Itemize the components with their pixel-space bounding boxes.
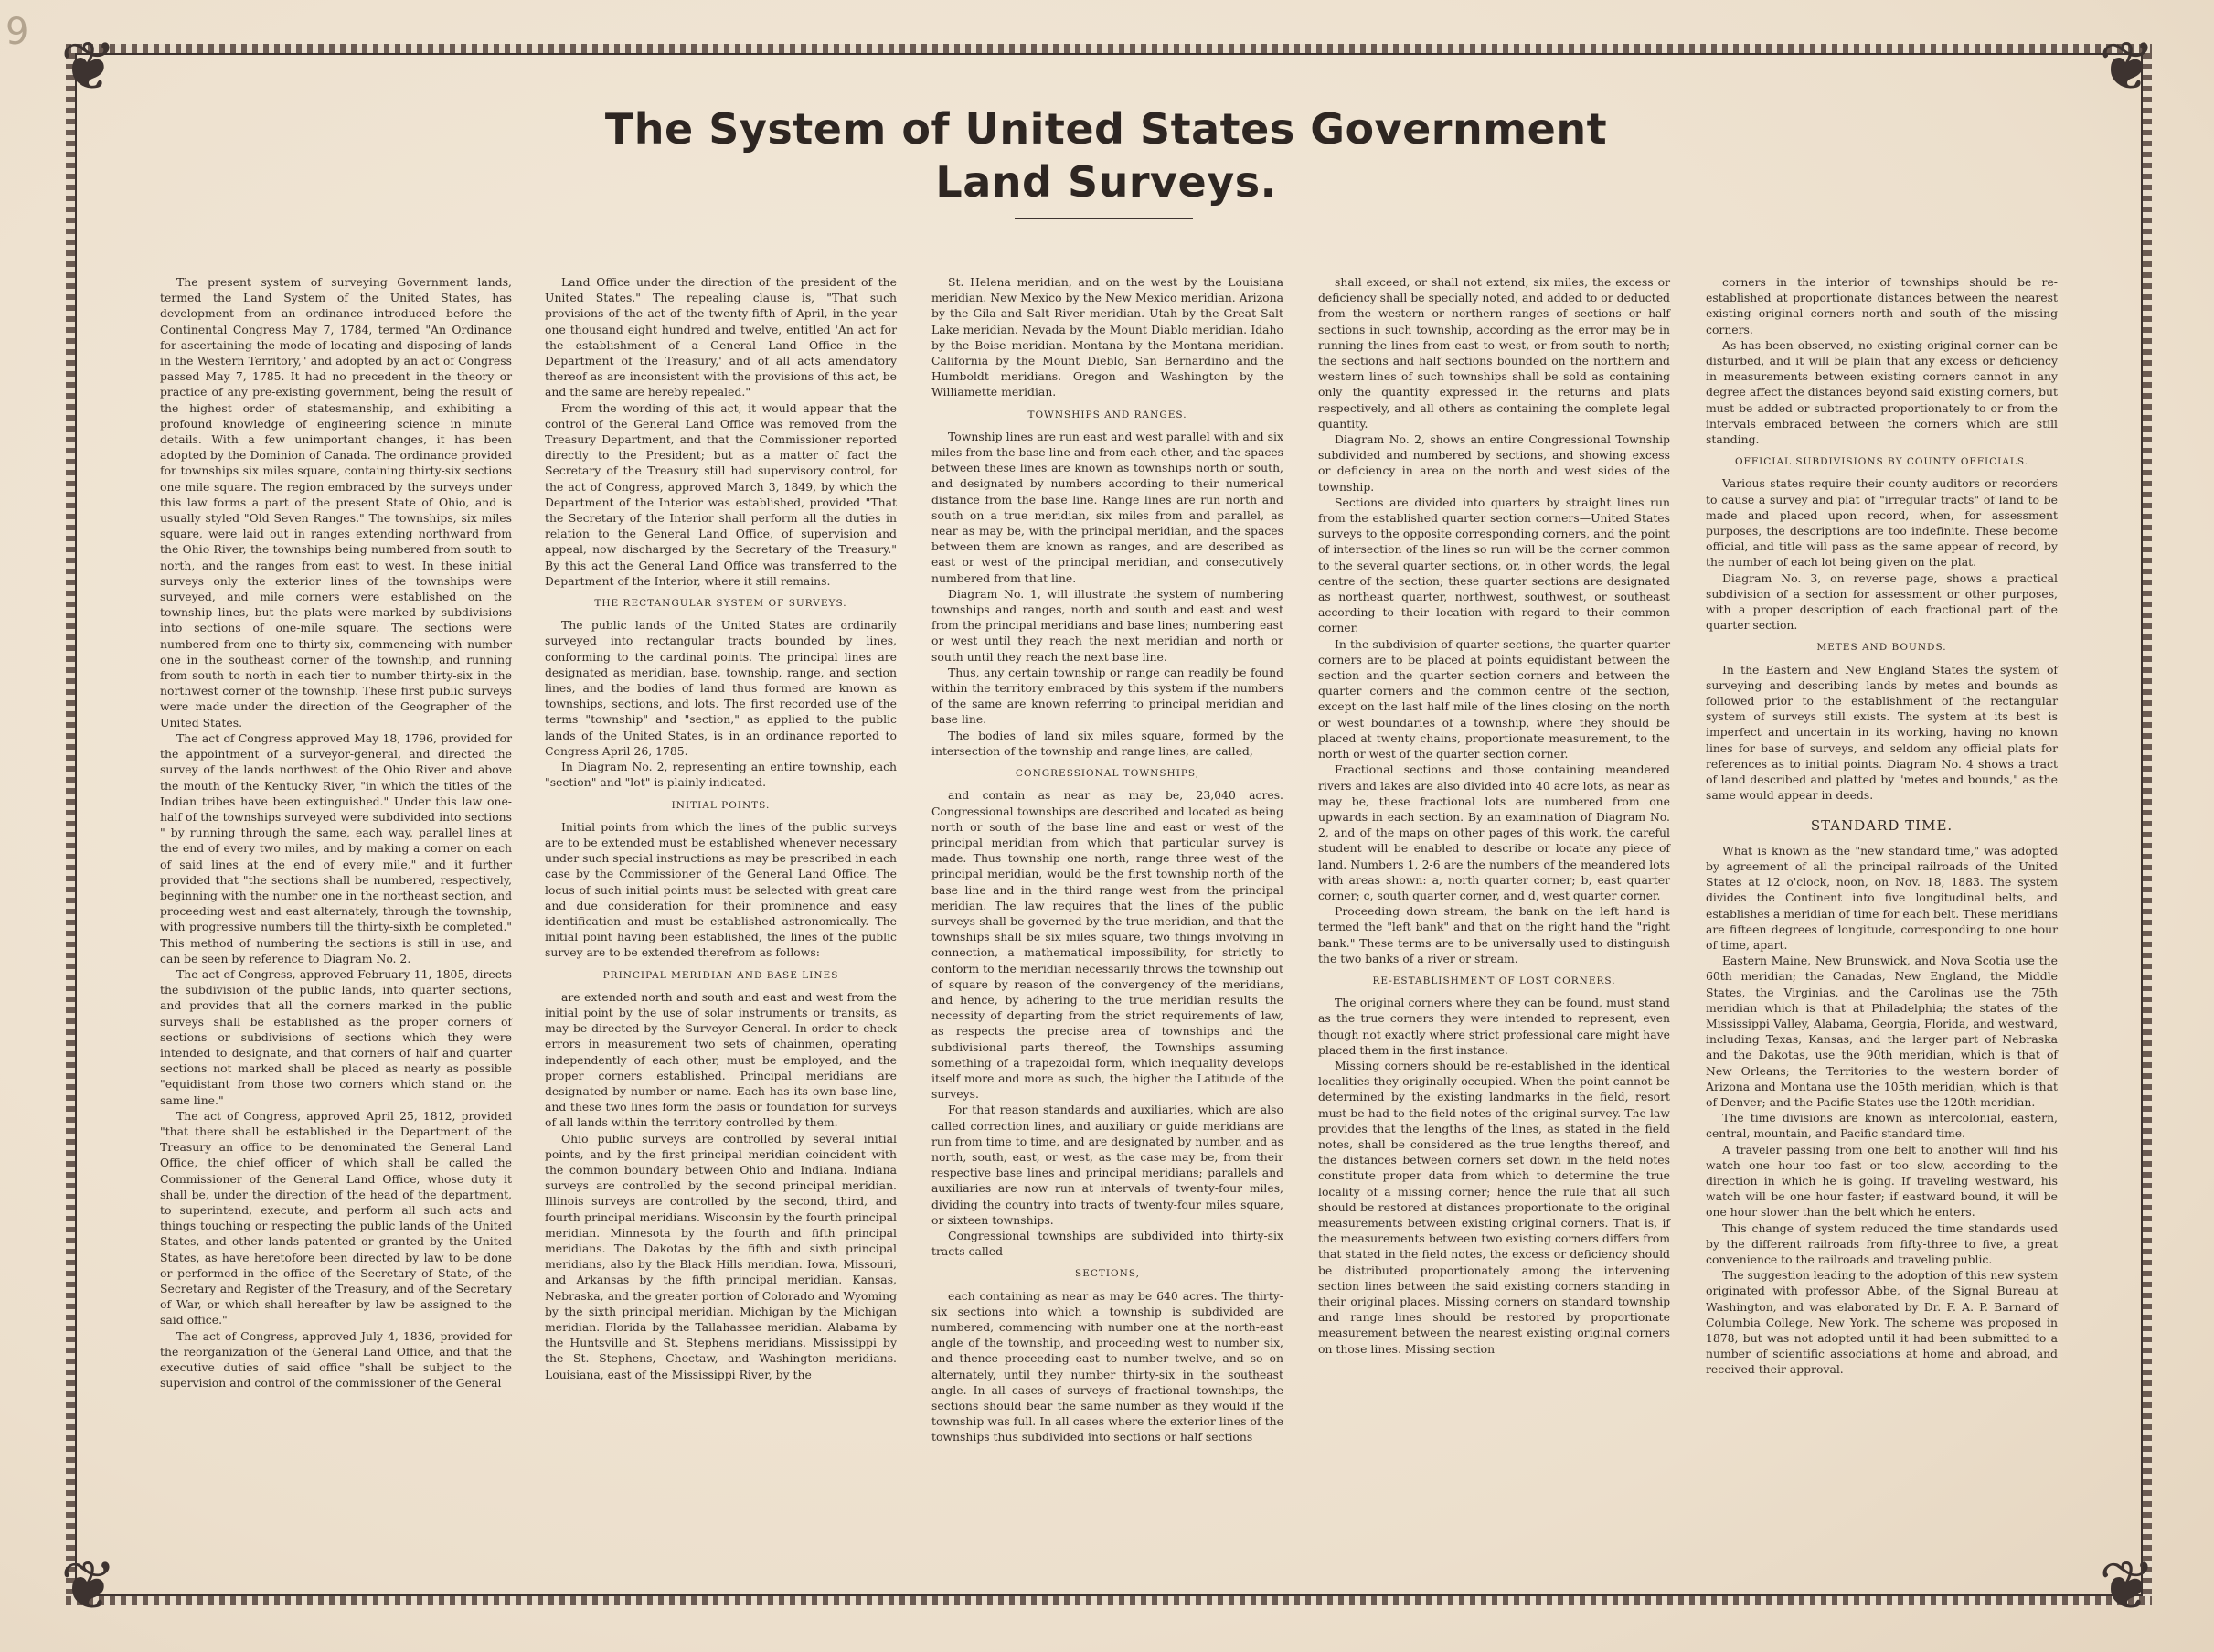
section-heading: THE RECTANGULAR SYSTEM OF SURVEYS. — [594, 598, 847, 610]
text-column-4 — [1318, 274, 1670, 1357]
paragraph: Thus, any certain township or range can readily be found within the territory embraced by this system if the numbers of the same are known referring to principal meridian and base line. — [931, 665, 1283, 727]
title-line-1: The System of United States Government — [604, 104, 1608, 154]
paragraph: This change of system reduced the time standards used by the different railroads from fifty-three to five, a great convenience to the railroads and traveling public. — [1706, 1220, 2058, 1266]
paragraph: The bodies of land six miles square, formed by the intersection of the township and range lines, are called, — [931, 728, 1283, 758]
paragraph: Proceeding down stream, the bank on the left hand is termed the "left bank" and that on the right hand the "right bank." These terms are to be universally used to distinguish the two banks of a river or stream. — [1318, 904, 1670, 965]
text-column-3 — [931, 274, 1283, 1445]
paragraph: In the Eastern and New England States the system of surveying and describing lands by metes and bounds as followed prior to the establishment of the rectangular system of surveys still exists. The system at its best is imperfect and uncertain in its working, having no known lines for base of surveys, and seldom any official plats for references as to initial points. Diagram No. 4 shows a tract of land described and platted by "metes and bounds," as the same would appear in deeds. — [1706, 662, 2058, 803]
paragraph: Township lines are run east and west parallel with and six miles from the base line and from each other, and the spaces between these lines are known as townships north or south, and designated by numbers according to their numerical distance from the base line. Range lines are run north and south on a true meridian, six miles from and parallel, as near as may be, with the principal meridian, and the spaces between them are known as ranges, and are described as east or west of the principal meridian, and consecutively numbered from that line. — [931, 429, 1283, 585]
paragraph: Fractional sections and those containing meandered rivers and lakes are also divided into 40 acre lots, as near as may be, these fractional lots are numbered from one upwards in each section. By an examination of Diagram No. 2, and of the maps on other pages of this work, the careful student will be enabled to describe or locate any piece of land. Numbers 1, 2-6 are the numbers of the meandered lots with areas shown: a, north quarter corner; b, east quarter corner; c, south quarter corner, and d, west quarter corner. — [1318, 762, 1670, 902]
paragraph: As has been observed, no existing original corner can be disturbed, and it will be plain that any excess or deficiency in measurements between existing corners cannot in any degree affect the distances beyond said existing corners, but must be added or subtracted proportionately to or from the intervals embraced between the corners which are still standing. — [1706, 337, 2058, 447]
section-heading: INITIAL POINTS. — [671, 799, 771, 811]
paragraph: The act of Congress approved May 18, 1796, provided for the appointment of a surveyor-general, and directed the survey of the lands northwest of the Ohio River and above the mouth of the Kentucky River, "in which the titles of the Indian tribes have been extinguished." Under this law one-half of the townships surveyed were subdivided into sections " by running through the same, each way, parallel lines at the end of every two miles, and by making a corner on each of said lines at the end of every mile," and it further provided that "the sections shall be numbered, respectively, beginning with the number one in the northeast section, and proceeding west and east alternately, through the township, with progressive numbers till the thirty-sixth be completed." This method of numbering the sections is still in use, and can be seen by reference to Diagram No. 2. — [160, 730, 512, 965]
paragraph: Diagram No. 3, on reverse page, shows a practical subdivision of a section for assessment or other purposes, with a proper description of each fractional part of the quarter section. — [1706, 570, 2058, 633]
paragraph: Congressional townships are subdivided into thirty-six tracts called — [931, 1228, 1283, 1259]
section-heading: PRINCIPAL MERIDIAN AND BASE LINES — [602, 969, 839, 981]
paragraph: Diagram No. 1, will illustrate the system of numbering townships and ranges, north and south and east and west from the principal meridians and base lines; numbering east or west until they reach the next meridian and north or south until they reach the next base line. — [931, 586, 1283, 664]
paragraph: The act of Congress, approved April 25, 1812, provided "that there shall be established in the Department of the Treasury an office to be denominated the General Land Office, the chief officer of which shall be called the Commissioner of the General Land Office, whose duty it shall be, under the direction of the head of the department, to superintend, execute, and perform all such acts and things touching or respecting the public lands of the United States, and other lands patented or granted by the United States, as have heretofore been directed by law to be done or performed in the office of the Secretary of State, of the Secretary and Register of the Treasury, and of the Secretary of War, or which shall hereafter by law be assigned to the said office." — [160, 1108, 512, 1327]
paragraph: In Diagram No. 2, representing an entire township, each "section" and "lot" is plainly indicated. — [545, 760, 897, 790]
paragraph: The act of Congress, approved February 11, 1805, directs the subdivision of the public lands, into quarter sections, and provides that all the corners marked in the public surveys shall be established as the proper corners of sections or subdivisions of sections which they were intended to designate, and that corners of half and quarter sections not marked shall be placed as nearly as possible "equidistant from those two corners which stand on the same line." — [160, 966, 512, 1107]
paragraph: Missing corners should be re-established in the identical localities they originally occupied. When the point cannot be determined by the existing landmarks in the field, resort must be had to the field notes of the original survey. The law provides that the lengths of the lines, as stated in the field notes, shall be considered as the true lengths thereof, and the distances between corners set down in the field notes constitute proper data from which to determine the true locality of a missing corner; hence the rule that all such should be restored at distances proportionate to the original measurements between existing original corners. That is, if the measurements between two existing corners differs from that stated in the field notes, the excess or deficiency should be distributed proportionately among the intervening section lines between the said existing corners standing in their original places. Missing corners on standard township and range lines should be restored by proportionate measurement between the nearest existing original corners on those lines. Missing section — [1318, 1058, 1670, 1356]
title-underline — [1015, 218, 1193, 219]
paragraph: St. Helena meridian, and on the west by the Louisiana meridian. New Mexico by the New Mexico meridian. Arizona by the Gila and Salt River meridian. Utah by the Great Salt Lake meridian. Nevada by the Mount Diablo meridian. Idaho by the Boise meridian. Montana by the Montana meridian. California by the Mount Dieblo, San Bernardino and the Humboldt meridians. Oregon and Washington by the Williamette meridian. — [931, 275, 1283, 400]
paragraph: The suggestion leading to the adoption of this new system originated with professor Abbe, of the Signal Bureau at Washington, and was elaborated by Dr. F. A. P. Barnard of Columbia College, New York. The scheme was proposed in 1878, but was not adopted until it had been submitted to a number of scientific associations at home and abroad, and received their approval. — [1706, 1268, 2058, 1377]
section-heading: CONGRESSIONAL TOWNSHIPS, — [1015, 768, 1200, 780]
section-heading: RE-ESTABLISHMENT OF LOST CORNERS. — [1372, 975, 1616, 986]
corner-ornament-icon: ❦ — [59, 1547, 117, 1625]
section-heading: OFFICIAL SUBDIVISIONS BY COUNTY OFFICIALS. — [1734, 456, 2029, 468]
section-heading: SECTIONS, — [1075, 1268, 1140, 1280]
page-title — [512, 102, 1700, 208]
paragraph: The original corners where they can be found, must stand as the true corners they were intended to represent, even though not exactly where strict professional care might have placed them in the first instance. — [1318, 996, 1670, 1057]
title-line-2: Land Surveys. — [935, 157, 1277, 207]
corner-ornament-icon: ❦ — [59, 27, 117, 106]
paragraph: are extended north and south and east and west from the initial point by the use of solar instruments or transits, as may be directed by the Surveyor General. In order to check errors in measurement two sets of chainmen, operating independently of each other, must be employed, and the proper corners established. Principal meridians are designated by number or name. Each has its own base line, and these two lines form the basis or foundation for surveys of all lands within the territory controlled by them. — [545, 989, 897, 1130]
paragraph: Diagram No. 2, shows an entire Congressional Township subdivided and numbered by sections, and showing excess or deficiency in area on the north and west sides of the township. — [1318, 432, 1670, 494]
corner-ornament-icon: ❦ — [2098, 27, 2155, 106]
paragraph: Sections are divided into quarters by straight lines run from the established quarter section corners—United States surveys to the opposite corresponding corners, and the point of intersection of the lines so run will be the corner common to the several quarter sections, or, in other words, the legal centre of the section; these quarter sections are designated as northeast quarter, northwest, southwest, or southeast according to their location with regard to their common corner. — [1318, 495, 1670, 635]
paragraph: In the subdivision of quarter sections, the quarter quarter corners are to be placed at points equidistant between the section and the quarter section corners and between the quarter corners and the common centre of the section, except on the last half mile of the lines closing on the north or west boundaries of a township, where they should be placed at twenty chains, proportionate measurement, to the north or west of the quarter section corner. — [1318, 636, 1670, 762]
paragraph: The public lands of the United States are ordinarily surveyed into rectangular tracts bounded by lines, conforming to the cardinal points. The principal lines are designated as meridian, base, township, range, and section lines, and the bodies of land thus formed are known as townships, sections, and lots. The first recorded use of the terms "township" and "section," as applied to the public lands of the United States, is in an ordinance reported to Congress April 26, 1785. — [545, 618, 897, 758]
text-column-5 — [1706, 274, 2058, 1378]
paragraph: Ohio public surveys are controlled by several initial points, and by the first principal meridian coincident with the common boundary between Ohio and Indiana. Indiana surveys are controlled by the second principal meridian. Illinois surveys are controlled by the second, third, and fourth principal meridians. Wisconsin by the fourth principal meridian. Minnesota by the fourth and fifth principal meridians. The Dakotas by the fifth and sixth principal meridians, also by the Black Hills meridian. Iowa, Missouri, and Arkansas by the fifth principal meridian. Kansas, Nebraska, and the greater portion of Colorado and Wyoming by the sixth principal meridian. Michigan by the Michigan meridian. Florida by the Tallahassee meridian. Alabama by the Huntsville and St. Stephens meridians. Mississippi by the St. Stephens, Choctaw, and Washington meridians. Louisiana, east of the Mississippi River, by the — [545, 1131, 897, 1381]
paragraph: Initial points from which the lines of the public surveys are to be extended must be established whenever necessary under such special instructions as may be prescribed in each case by the Commissioner of the General Land Office. The locus of such initial points must be selected with great care and due consideration for their prominence and easy identification and must be established astronomically. The initial point having been established, the lines of the public survey are to be extended therefrom as follows: — [545, 819, 897, 960]
paragraph: Various states require their county auditors or recorders to cause a survey and plat of "irregular tracts" of land to be made and placed upon record, when, for assessment purposes, the descriptions are too indefinite. These become official, and title will pass as the same appear of record, by the number of each lot being given on the plat. — [1706, 476, 2058, 570]
paragraph: The act of Congress, approved July 4, 1836, provided for the reorganization of the General Land Office, and that the executive duties of said office "shall be subject to the supervision and control of the commissioner of the General — [160, 1328, 512, 1391]
paragraph: Land Office under the direction of the president of the United States." The repealing clause is, "That such provisions of the act of the twenty-fifth of April, in the year one thousand eight hundred and twelve, entitled 'An act for the establishment of a General Land Office in the Department of the Treasury,' and of all acts amendatory thereof as are inconsistent with the provisions of this act, be and the same are hereby repealed." — [545, 275, 897, 400]
paragraph: From the wording of this act, it would appear that the control of the General Land Office was removed from the Treasury Department, and that the Commissioner reported directly to the President; but as a matter of fact the Secretary of the Treasury still had supervisory control, for the act of Congress, approved March 3, 1849, by which the Department of the Interior was established, provided "That the Secretary of the Interior shall perform all the duties in relation to the General Land Office, of supervision and appeal, now discharged by the Secretary of the Treasury." By this act the General Land Office was transferred to the Department of the Interior, where it still remains. — [545, 400, 897, 588]
section-heading: TOWNSHIPS AND RANGES. — [1027, 409, 1187, 421]
paragraph: The present system of surveying Government lands, termed the Land System of the United States, has development from an ordinance introduced before the Continental Congress May 7, 1784, termed "An Ordinance for ascertaining the mode of locating and disposing of lands in the Western Territory," and adopted by an act of Congress passed May 7, 1785. It had no precedent in the theory or practice of any pre-existing government, being the result of the highest order of statesmanship, and exhibiting a profound knowledge of engineering science in minute details. With a few unimportant changes, it has been adopted by the Dominion of Canada. The ordinance provided for townships six miles square, containing thirty-six sections one mile square. The region embraced by the surveys under this law forms a part of the present State of Ohio, and is usually styled "Old Seven Ranges." The townships, six miles square, were laid out in ranges extending northward from the Ohio River, the townships being numbered from south to north, and the ranges from east to west. In these initial surveys only the exterior lines of the townships were surveyed, and mile corners were established on the township lines, but the plats were marked by subdivisions into sections of one-mile square. The sections were numbered from one to thirty-six, commencing with number one in the southeast corner of the township, and running from south to north in each tier to number thirty-six in the northwest corner of the township. These first public surveys were made under the direction of the Geographer of the United States. — [160, 275, 512, 730]
paragraph: Eastern Maine, New Brunswick, and Nova Scotia use the 60th meridian; the Canadas, New England, the Middle States, the Virginias, and the Carolinas use the 75th meridian which is that at Philadelphia; the states of the Mississippi Valley, Alabama, Georgia, Florida, and westward, including Texas, Kansas, and the larger part of Nebraska and the Dakotas, use the 90th meridian, which is that of New Orleans; the Territories to the western border of Arizona and Montana use the 105th meridian, which is that of Denver; and the Pacific States use the 120th meridian. — [1706, 954, 2058, 1109]
paragraph: corners in the interior of townships should be re-established at proportionate distances between the nearest existing original corners north and south of the missing corners. — [1706, 275, 2058, 336]
corner-ornament-icon: ❦ — [2098, 1547, 2155, 1625]
paragraph: shall exceed, or shall not extend, six miles, the excess or deficiency shall be specially noted, and added to or deducted from the western or northern ranges of sections or half sections in such township, according as the error may be in running the lines from east to west, or from south to north; the sections and half sections bounded on the northern and western lines of such townships shall be sold as containing only the quantity expressed in the returns and plats respectively, and all others as containing the complete legal quantity. — [1318, 275, 1670, 431]
margin-mark: 9 — [5, 11, 29, 53]
section-heading: METES AND BOUNDS. — [1816, 642, 1947, 654]
text-column-2 — [545, 274, 897, 1382]
paragraph: For that reason standards and auxiliaries, which are also called correction lines, and auxiliary or guide meridians are run from time to time, and are designated by number, and as north, south, east, or west, as the case may be, from their respective base lines and principal meridians; parallels and auxiliaries are now run at intervals of twenty-four miles, dividing the country into tracts of twenty-four miles square, or sixteen townships. — [931, 1103, 1283, 1227]
text-column-1 — [160, 274, 512, 1391]
paragraph: A traveler passing from one belt to another will find his watch one hour too fast or too slow, according to the direction in which he is going. If traveling westward, his watch will be one hour faster; if eastward bound, it will be one hour slower than the belt which he enters. — [1706, 1142, 2058, 1220]
paragraph: and contain as near as may be, 23,040 acres. Congressional townships are described and located as being north or south of the base line and east or west of the principal meridian from which that particular survey is made. Thus township one north, range three west of the principal meridian, would be the first township north of the base line and in the third range west from the principal meridian. The law requires that the lines of the public surveys shall be governed by the true meridian, and that the townships shall be six miles square, two things involving in connection, a mathematical impossibility, for strictly to conform to the meridian necessarily throws the township out of square by reason of the convergency of the meridians, and hence, by adhering to the true meridian results the necessity of departing from the strict requirements of law, as respects the precise area of townships and the subdivisional parts thereof, the Townships assuming something of a trapezoidal form, which inequality develops itself more and more as such, the higher the Latitude of the surveys. — [931, 788, 1283, 1102]
paragraph: The time divisions are known as intercolonial, eastern, central, mountain, and Pacific standard time. — [1706, 1111, 2058, 1141]
section-heading: STANDARD TIME. — [1810, 816, 1953, 834]
paragraph: each containing as near as may be 640 acres. The thirty-six sections into which a township is subdivided are numbered, commencing with number one at the north-east angle of the township, and proceeding west to number six, and thence proceeding east to number twelve, and so on alternately, until they number thirty-six in the southeast angle. In all cases of surveys of fractional townships, the sections should bear the same number as they would if the township was full. In all cases where the exterior lines of the townships thus subdivided into sections or half sections — [931, 1288, 1283, 1444]
paragraph: What is known as the "new standard time," was adopted by agreement of all the principal railroads of the United States at 12 o'clock, noon, on Nov. 18, 1883. The system divides the Continent into five longitudinal belts, and establishes a meridian of time for each belt. These meridians are fifteen degrees of longitude, corresponding to one hour of time, apart. — [1706, 843, 2058, 952]
